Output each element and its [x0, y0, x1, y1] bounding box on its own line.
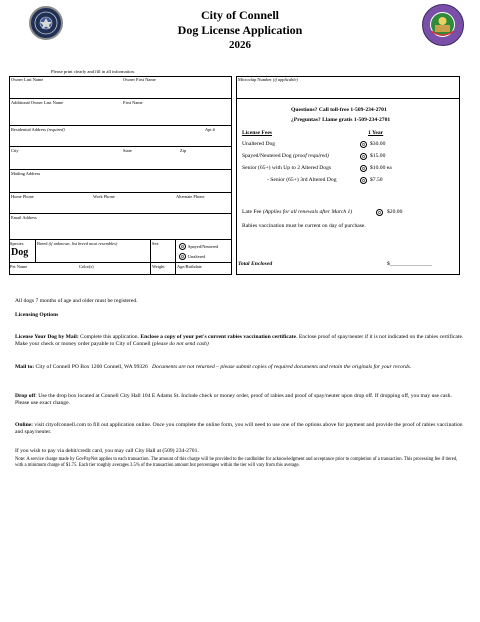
- service-charge-note: Note: A service charge made by GovPayNet applies to each transaction. The amount of this charge will be provided to the cardholder for acknowledgment and acceptance prior to completion of a transaction. This processing fee if tiered, with a minimum charge of $1.75. Each tier roughly averages 3.5% of the transaction amount but percentages within the tier will vary from this average.: [15, 457, 458, 469]
- mail-to-address: City of Connell PO Box 1200 Connell, WA 99326: [34, 364, 148, 370]
- apt-field[interactable]: Apt #: [205, 127, 215, 132]
- fee-senior-radio[interactable]: [360, 165, 367, 172]
- fee-row-price: $15.00: [370, 153, 386, 159]
- online-heading: Online:: [15, 422, 34, 428]
- state-field[interactable]: State: [123, 148, 132, 153]
- by-mail-text-2: . Enclose proof of spay/neuter if it is not indicated on the rabies certificate. Make your check or money order payable to City of Connell: [15, 334, 464, 348]
- owner-first-name-field[interactable]: Owner First Name: [123, 77, 156, 82]
- fee-row-label: - Senior (65+) 3rd Altered Dog: [267, 177, 337, 183]
- unaltered-radio[interactable]: [179, 253, 186, 260]
- age-requirement-note: All dogs 7 months of age and older must be registered.: [15, 298, 138, 304]
- drop-off-text: : Use the drop box located at Connell City Hall 104 E Adams St. Include check or money order, proof of rabies and proof of spay/neuter upon drop off. If dropping off, you may use cash. Please use exact change.: [15, 393, 452, 407]
- instructions-text: Please print clearly and fill in all information.: [51, 69, 135, 74]
- by-mail-text: Complete this application.: [78, 334, 141, 340]
- microchip-note: (if applicable): [272, 77, 298, 82]
- fee-spayed-radio[interactable]: [360, 153, 367, 160]
- mail-to-note: Documents are not returned – please submit copies of required documents and retain the originals for your records.: [151, 364, 412, 370]
- pet-name-field[interactable]: Pet Name: [10, 264, 28, 269]
- fees-table: [236, 76, 460, 275]
- fee-row-label: Unaltered Dog: [242, 141, 276, 147]
- fee-unaltered-radio[interactable]: [360, 141, 367, 148]
- city-field[interactable]: City: [11, 148, 19, 153]
- microchip-label: Microchip Number: [238, 77, 272, 82]
- breed-label: Breed: [37, 241, 48, 246]
- unaltered-label: Unaltered: [188, 254, 206, 259]
- residential-address-field[interactable]: [11, 127, 65, 132]
- city-title: City of Connell: [201, 8, 279, 22]
- species-label: Species: [10, 241, 24, 246]
- late-fee-radio[interactable]: [376, 209, 383, 216]
- by-mail-no-cash: (please do not send cash): [151, 341, 209, 348]
- additional-owner-last-name-field[interactable]: Additional Owner Last Name: [11, 100, 64, 105]
- mail-to-paragraph: [15, 364, 465, 371]
- colors-field[interactable]: Color(s): [79, 264, 94, 269]
- zip-field[interactable]: Zip: [180, 148, 187, 153]
- by-mail-heading: License Your Dog by Mail:: [15, 334, 79, 340]
- additional-first-name-field[interactable]: First Name: [123, 100, 143, 105]
- fee-row-price: $10.00 ea: [370, 165, 392, 171]
- mail-to-heading: Mail to:: [15, 364, 35, 370]
- fee-spayed-label: Spayed/Neutered Dog: [242, 153, 292, 159]
- breed-field[interactable]: [37, 241, 117, 246]
- rabies-note: Rabies vaccination must be current on day of purchase.: [242, 223, 366, 229]
- form-title: Dog License Application: [177, 23, 303, 37]
- work-phone-field[interactable]: Work Phone: [93, 194, 115, 199]
- by-mail-paragraph: [15, 334, 465, 349]
- home-phone-field[interactable]: Home Phone: [11, 194, 34, 199]
- license-fees-heading: License Fees: [242, 130, 272, 136]
- late-fee-label: Late Fee: [242, 209, 262, 215]
- drop-off-heading: Drop off: [15, 393, 36, 399]
- licensing-options-heading: Licensing Options: [15, 312, 59, 318]
- late-fee-price: $20.00: [387, 209, 403, 215]
- mailing-address-field[interactable]: Mailing Address: [11, 171, 41, 176]
- fee-row-label: Senior (65+) with Up to 2 Altered Dogs: [242, 165, 332, 171]
- fee-row-label: [242, 153, 329, 159]
- fee-proof-note: (proof required): [292, 153, 329, 159]
- total-enclosed-field[interactable]: $_______________: [387, 261, 432, 267]
- species-value: Dog: [11, 247, 29, 258]
- fee-row-price: $30.00: [370, 141, 386, 147]
- year-title: 2026: [229, 39, 251, 51]
- spayed-neutered-label: Spayed/Neutered: [188, 244, 219, 249]
- fee-senior-third-radio[interactable]: [360, 177, 367, 184]
- card-payment-text: If you wish to pay via debit/credit card, you may call City Hall at (509) 234-2701.: [15, 448, 199, 454]
- fee-row-price: $7.50: [370, 177, 383, 183]
- sex-field[interactable]: Sex: [152, 241, 159, 246]
- one-year-heading: 1 Year: [368, 130, 384, 136]
- residential-address-label: Residential Address: [11, 127, 46, 132]
- alternate-phone-field[interactable]: Alternate Phone: [176, 194, 205, 199]
- drop-off-paragraph: [15, 393, 465, 408]
- age-birthdate-field[interactable]: Age/Birthdate: [177, 264, 202, 269]
- online-text: visit cityofconnell.com to fill out application online. Once you complete the online form, you will need to use one of the options above for payment and provide the proof of rabies vaccination and spay/neuter.: [15, 422, 463, 436]
- total-enclosed-label: Total Enclosed: [238, 261, 273, 267]
- email-address-field[interactable]: Email Address: [11, 215, 37, 220]
- spayed-neutered-radio[interactable]: [179, 243, 186, 250]
- online-paragraph: [15, 422, 465, 437]
- weight-field[interactable]: Weight: [152, 264, 165, 269]
- preguntas-phone-text: ¿Preguntas? Llame gratis 1-509-234-2701: [291, 117, 391, 123]
- late-fee-row: [242, 209, 352, 215]
- by-mail-bold-text: Enclose a copy of your pet's current rabies vaccination certificate: [140, 334, 297, 340]
- required-note: (required): [47, 127, 65, 132]
- microchip-number-field[interactable]: [238, 77, 298, 82]
- questions-phone-text: Questions? Call toll-free 1-509-234-2701: [291, 107, 387, 113]
- late-fee-note: (Applies for all renewals after March 1): [262, 209, 353, 215]
- breed-note: (if unknown, list breed most resembles): [48, 241, 118, 246]
- owner-last-name-field[interactable]: Owner Last Name: [11, 77, 44, 82]
